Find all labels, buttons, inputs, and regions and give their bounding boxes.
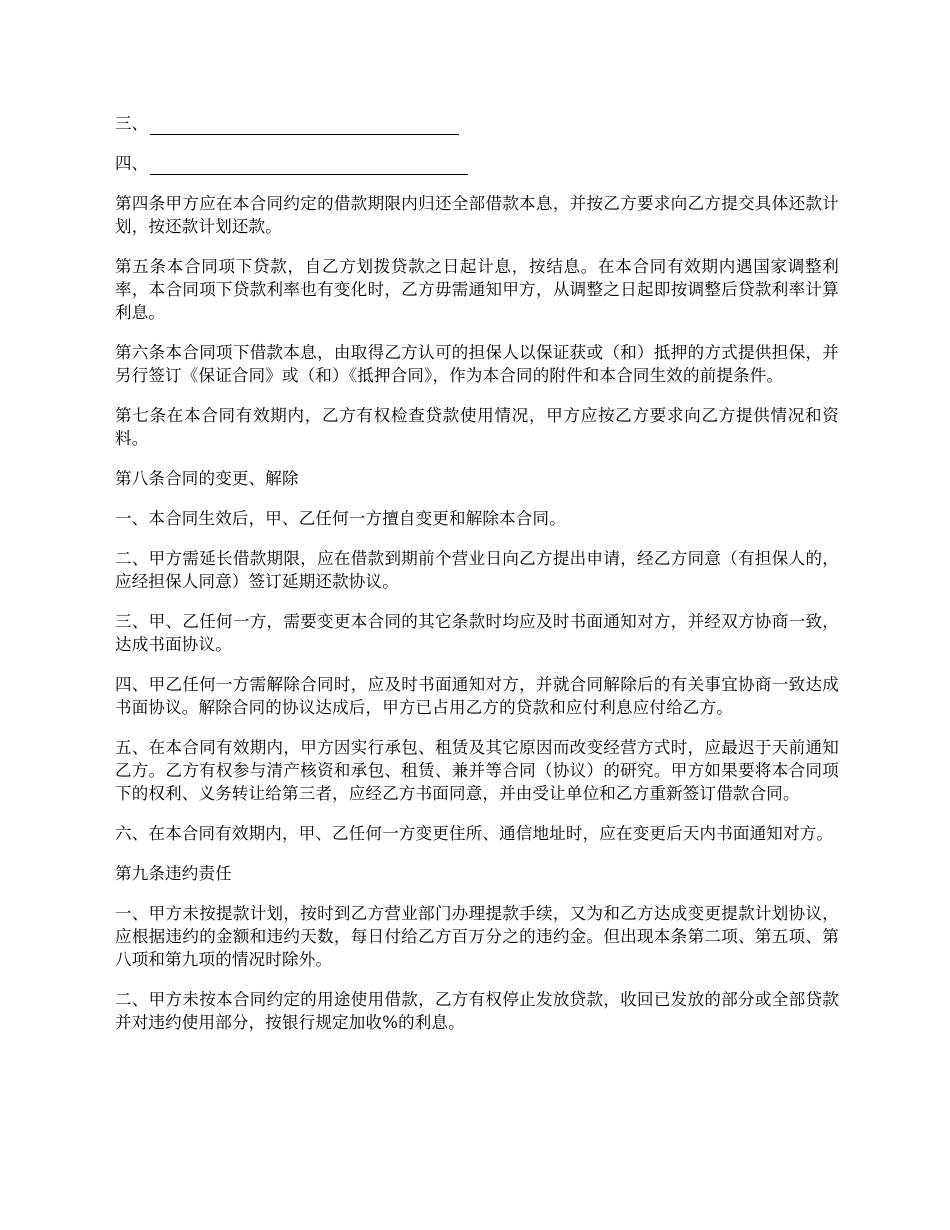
article-5-interest: 第五条本合同项下贷款，自乙方划拨贷款之日起计息，按结息。在本合同有效期内遇国家调整利率，本合同项下贷款利率也有变化时，乙方毋需通知甲方，从调整之日起即按调整后贷款利率计算利息。 xyxy=(115,257,839,322)
article-6-guarantee: 第六条本合同项下借款本息，由取得乙方认可的担保人以保证获或（和）抵押的方式提供担保，并另行签订《保证合同》或（和）《抵押合同》，作为本合同的附件和本合同生效的前提条件。 xyxy=(115,343,839,385)
article-9-heading: 第九条违约责任 xyxy=(115,864,232,883)
blank-line-item-4 xyxy=(115,152,839,175)
article-7-inspection: 第七条在本合同有效期内，乙方有权检查贷款使用情况，甲方应按乙方要求向乙方提供情况和资料。 xyxy=(115,406,839,448)
article-8-heading: 第八条合同的变更、解除 xyxy=(115,469,299,488)
article-8-clause-3: 三、甲、乙任何一方，需要变更本合同的其它条款时均应及时书面通知对方，并经双方协商一致，达成书面协议。 xyxy=(115,612,839,654)
fill-in-blank xyxy=(150,158,468,175)
article-8-clause-4: 四、甲乙任何一方需解除合同时，应及时书面通知对方，并就合同解除后的有关事宜协商一致达成书面协议。解除合同的协议达成后，甲方已占用乙方的贷款和应付利息应付给乙方。 xyxy=(115,675,839,717)
article-8-clause-2: 二、甲方需延长借款期限，应在借款到期前个营业日向乙方提出申请，经乙方同意（有担保人的，应经担保人同意）签订延期还款协议。 xyxy=(115,549,839,591)
article-8-clause-1: 一、本合同生效后，甲、乙任何一方擅自变更和解除本合同。 xyxy=(115,509,566,528)
article-8-clause-6: 六、在本合同有效期内，甲、乙任何一方变更住所、通信地址时，应在变更后天内书面通知对方。 xyxy=(115,824,834,843)
blank-line-label: 三、 xyxy=(115,114,148,133)
fill-in-blank xyxy=(150,118,459,135)
article-4-repayment: 第四条甲方应在本合同约定的借款期限内归还全部借款本息，并按乙方要求向乙方提交具体还款计划，按还款计划还款。 xyxy=(115,194,839,236)
blank-line-label: 四、 xyxy=(115,154,148,173)
blank-line-item-3 xyxy=(115,112,839,135)
article-8-clause-5: 五、在本合同有效期内，甲方因实行承包、租赁及其它原因而改变经营方式时，应最迟于天前通知乙方。乙方有权参与清产核资和承包、租赁、兼并等合同（协议）的研究。甲方如果要将本合同项下的权利、义务转让给第三者，应经乙方书面同意，并由受让单位和乙方重新签订借款合同。 xyxy=(115,738,839,803)
document-page xyxy=(115,112,839,1051)
article-9-clause-2: 二、甲方未按本合同约定的用途使用借款，乙方有权停止发放贷款，收回已发放的部分或全部贷款并对违约使用部分，按银行规定加收%的利息。 xyxy=(115,990,839,1032)
article-9-clause-1: 一、甲方未按提款计划，按时到乙方营业部门办理提款手续，又为和乙方达成变更提款计划协议，应根据违约的金额和违约天数，每日付给乙方百万分之的违约金。但出现本条第二项、第五项、第八项和第九项的情况时除外。 xyxy=(115,904,839,969)
